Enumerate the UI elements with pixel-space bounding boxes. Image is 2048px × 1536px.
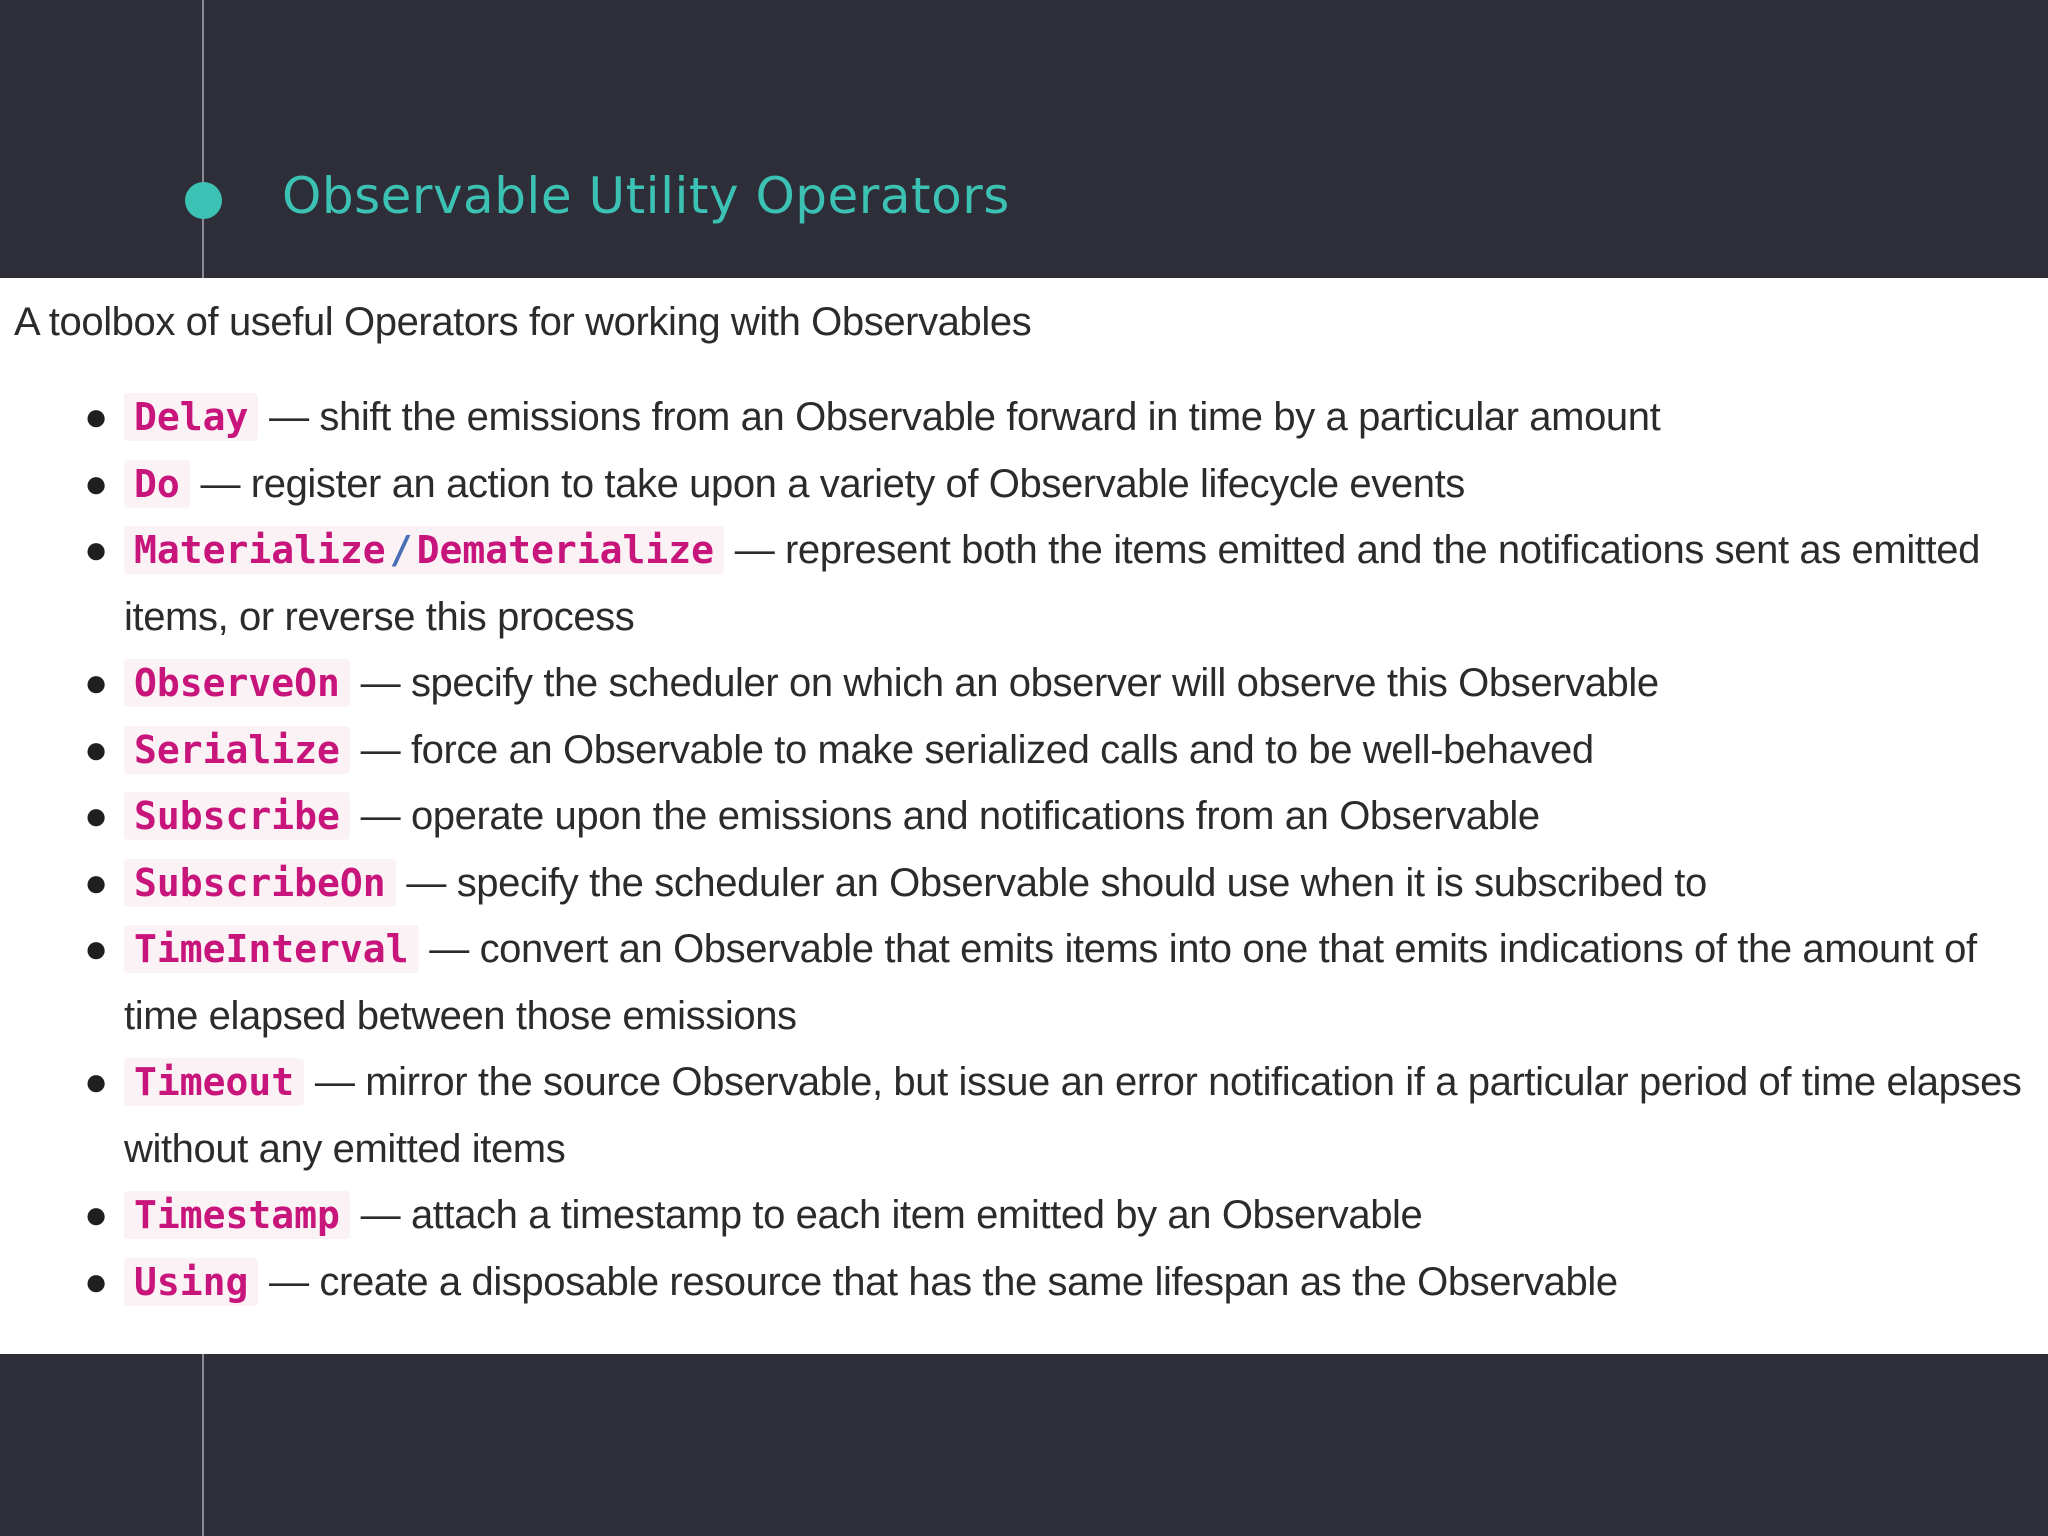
operator-link-timestamp[interactable]: Timestamp (124, 1191, 350, 1239)
operator-description: — operate upon the emissions and notifications from an Observable (360, 794, 1540, 838)
slide-title: Observable Utility Operators (282, 167, 1010, 225)
bullet-icon: ● (84, 794, 108, 838)
operator-item-observeon (84, 650, 2048, 717)
operator-link-delay[interactable]: Delay (124, 393, 258, 441)
operator-item-delay (84, 384, 2048, 451)
operator-link-dematerialize[interactable]: Dematerialize (416, 528, 714, 572)
operator-item-timeout (84, 1049, 2048, 1182)
operator-list (14, 384, 2048, 1315)
bullet-icon: ● (84, 461, 108, 506)
timeline-dot-icon (185, 182, 222, 219)
content-panel (0, 278, 2048, 1354)
intro-text: A toolbox of useful Operators for working with Observables (14, 300, 1032, 344)
bullet-icon: ● (84, 1259, 108, 1304)
operator-link-do[interactable]: Do (124, 460, 190, 508)
operator-link-subscribe[interactable]: Subscribe (124, 792, 350, 840)
operator-link-serialize[interactable]: Serialize (124, 726, 350, 774)
bullet-icon: ● (84, 927, 108, 971)
operator-link-subscribeon[interactable]: SubscribeOn (124, 859, 396, 907)
operator-description: — force an Observable to make serialized calls and to be well-behaved (360, 727, 1594, 772)
operator-item-timeinterval (84, 916, 2048, 1049)
operator-item-do (84, 451, 2048, 518)
operator-description: — shift the emissions from an Observable forward in time by a particular amount (269, 395, 1661, 439)
bullet-icon: ● (84, 1193, 108, 1237)
operator-item-materialize (84, 517, 2048, 650)
operator-description: — convert an Observable that emits items into one that emits indications of the amount of time elapsed between those emissions (124, 927, 1977, 1038)
operator-code-group (124, 526, 724, 574)
operator-item-subscribe (84, 783, 2048, 850)
operator-link-observeon[interactable]: ObserveOn (124, 659, 350, 707)
operator-description: — register an action to take upon a variety of Observable lifecycle events (200, 461, 1465, 506)
operator-link-using[interactable]: Using (124, 1258, 258, 1306)
operator-item-subscribeon (84, 850, 2048, 917)
bullet-icon: ● (84, 528, 108, 572)
bullet-icon: ● (84, 860, 108, 905)
operator-item-using (84, 1249, 2048, 1316)
operator-item-serialize (84, 717, 2048, 784)
operator-item-timestamp (84, 1182, 2048, 1249)
bullet-icon: ● (84, 1060, 108, 1104)
operator-description: — attach a timestamp to each item emitted by an Observable (360, 1193, 1423, 1237)
timeline-line-top (202, 0, 204, 278)
operator-description: — mirror the source Observable, but issue an error notification if a particular period of time elapses without any emitted items (124, 1060, 2022, 1171)
operator-description: — create a disposable resource that has the same lifespan as the Observable (269, 1259, 1618, 1304)
operator-description: — specify the scheduler on which an observer will observe this Observable (360, 661, 1659, 705)
bullet-icon: ● (84, 395, 108, 439)
bullet-icon: ● (84, 661, 108, 705)
operator-link-timeinterval[interactable]: TimeInterval (124, 925, 419, 973)
timeline-line-bottom (202, 1354, 204, 1536)
bullet-icon: ● (84, 727, 108, 772)
operator-link-materialize[interactable]: Materialize (134, 528, 386, 572)
operator-description: — represent both the items emitted and the notifications sent as emitted items, or reverse this process (124, 528, 1980, 639)
operator-separator: / (389, 528, 413, 572)
operator-description: — specify the scheduler an Observable should use when it is subscribed to (406, 860, 1707, 905)
operator-link-timeout[interactable]: Timeout (124, 1058, 304, 1106)
